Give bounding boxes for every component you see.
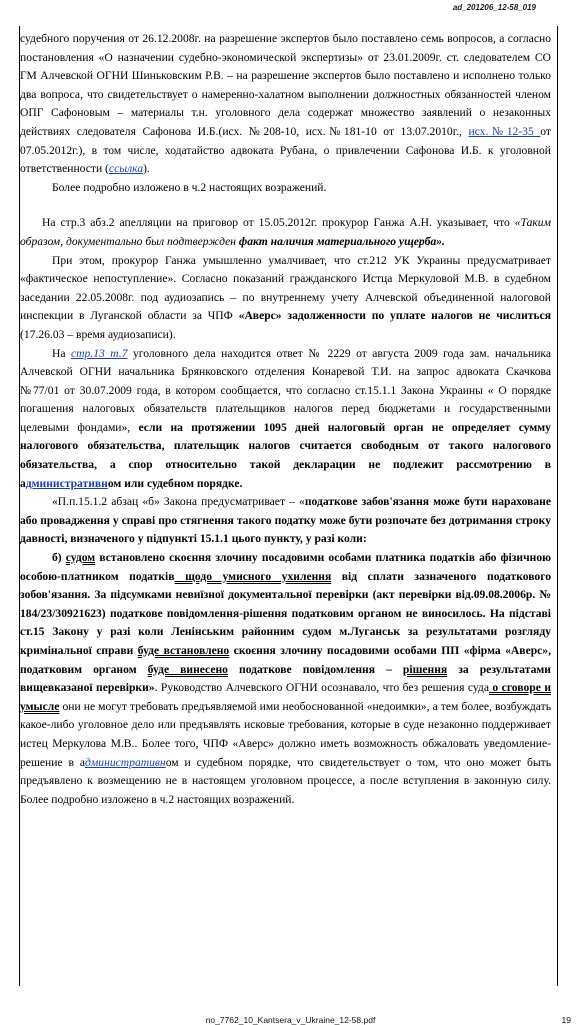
p7-bold-4: скоєння злочину посадовими особами ПП «фірма «Аверс», податковим органом [20,644,551,676]
doc-link-ssylka[interactable]: ссылка [108,162,144,176]
p7-underlined-4: буде винесено [147,662,228,676]
p7-bold-1: б) [52,551,66,565]
paragraph-1-text: судебного поручения от 26.12.2008г. на разрешение экспертов было поставлено семь вопросов, а согласно постановления «О назначении судебно-экономической экспертизы» от 23.01.2009г. ст. следователем СО ГМ Алчевской ОГНИ Шиньковским Р.В. – на разрешение экспертов было поставлено и исполнено только два вопроса, что свидетельствует о намеренно-халатном выполнении должностных обязанностей членом ОПГ Сафоновым – материалы т.н. уголовного дела содержат множество заявлений о незаконных действиях следователя Сафонова И.Б.(исх. №208-10, исх.№181-10 от 13.07.2010г., [20,32,551,138]
doc-link-administrativn-1[interactable]: дминистративн [25,476,108,490]
paragraph-4-bold: «Аверс» задолженности по уплате налогов не числиться [238,309,551,323]
paragraph-3-bold-quote: факт наличия материального ущерба». [238,234,445,248]
p7-underlined-1: судом [65,551,96,565]
paragraph-5-bold-2: ом или судебном порядке. [107,476,243,490]
paragraph-4 [20,252,551,345]
paragraph-5 [20,345,551,494]
p7-text-2: они не могут требовать предъявляемой ими необоснованной «недоимки», а тем более, возбуждать какое-либо уголовное дело или предъявлять исковые требования, которые в суде незаконно поддерживает истец Меркулова М.В.. Более того, ЧПФ «Аверс» должно иметь возможность обжаловать уведомление-решение в а [20,699,551,769]
paragraph-6-text: «П.п.15.1.2 абзац «б» Закона предусматривает – « [52,495,305,509]
paragraph-2: Более подробно изложено в ч.2 настоящих возражений. [52,180,327,194]
footer-page-number: 19 [561,1015,571,1025]
document-code-header: ad_201206_12-58_019 [452,3,536,12]
p7-bold-3: від сплати зазначеного податкового зобов'язання. За підсумками невиїзної документальної перевірки (акт перевірки від.09.08.2006р. № 184/23/30921623) податкове повідомлення-рішення податковим органом не виносилось. На підставі ст.15 Закону у разі коли Ленінським районним судом м.Луганськ за результатами розгляду кримінальної справи [20,569,551,657]
paragraph-4-text: При этом, прокурор Ганжа умышленно умалчивает, что ст.212 УК Украины предусматривает «фактическое непоступление». Согласно показаний гражданского Истца Меркуловой М.В. в судебном заседании 22.05.2008г. под аудиозапись – по внутреннему учету Алчевской объединенной налоговой инспекции в Луганской области за ЧПФ [20,253,551,323]
document-body [20,30,551,809]
paragraph-3-text: На стр.3 абз.2 апелляции на приговор от 15.05.2012г. прокурор Ганжа А.Н. указывает, что [42,216,515,230]
paragraph-5-text: На [52,346,71,360]
p7-bold-5: податкове повідомлення – [227,662,403,676]
p7-text-3: ом и судебном порядке, что свидетельствует о том, что оно может быть предъявлено к возмещению не в настоящем уголовном процессе, а после вступления в законную силу. Более подробно изложено в ч.2 настоящих возражений. [20,755,551,806]
paragraph-3-quote: «Таким образом, документально был подтвержден [20,216,551,248]
doc-link-isx-12-35[interactable]: исх.№12-35 [468,124,541,138]
paragraph-6 [20,493,551,549]
paragraph-6-bold: податкове забов'язання може бути нараховане або провадження у справі про стягнення такого податку може бути розпочате без дотримання строку давності, визначеного у підпункті 15.1.1 цього пункту, у разі коли: [20,495,551,546]
p7-bold-2: встановлено скоєння злочину посадовими особами платника податків або фізичною особою-платником податків [20,551,551,583]
p7-text-1: . Руководство Алчевского ОГНИ осознавало, что без решения суда [154,681,489,695]
p7-underlined-3: буде встановлено [137,644,230,657]
doc-link-str-13[interactable]: стр.13 т.7 [71,346,128,360]
p7-bold-6: за результатами вищевказаної перевірки» [20,662,551,695]
p7-underlined-5: рішення [402,662,448,676]
paragraph-1-text-2: от 07.05.2012г.), в том числе, ходатайство адвоката Рубана, о привлечении Сафонова И.Б. к уголовной ответственности ( [20,124,551,176]
footer-filename: no_7762_10_Kantsera_v_Ukraine_12-58.pdf [205,1015,376,1025]
paragraph-4-text-2: (17.26.03 – время аудиозаписи). [20,327,176,341]
doc-link-administrativn-2[interactable]: дминистративн [85,755,166,769]
paragraph-5-bold: если на протяжении 1095 дней налоговый орган не определяет сумму налогового обязательства, плательщик налогов считается свободным от такого налогового обязательства, а спор относительно такой декларации не подлежит рассмотрению в а [20,420,551,490]
p7-underlined-6: о сговоре и умысле [20,681,552,713]
right-margin-line [557,26,558,986]
paragraph-3 [20,214,551,251]
p7-underlined-2: щодо умисного ухилення [174,569,332,583]
paragraph-1-text-3: ). [143,162,150,176]
paragraph-5-text-2: уголовного дела находится ответ № 2229 от августа 2009 года зам. начальника Алчевской ОГНИ начальника Брянковского отделения Конаревой Т.И. на запрос адвоката Скачкова №77/01 от 30.07.2009 года, в котором сообщается, что согласно ст.15.1.1 Закона Украины « О порядке погашения налоговых обязательств плательщиков налогов перед бюджетами и государственными целевыми фондами», [20,346,552,434]
paragraph-1 [20,30,551,179]
paragraph-7 [20,549,551,809]
